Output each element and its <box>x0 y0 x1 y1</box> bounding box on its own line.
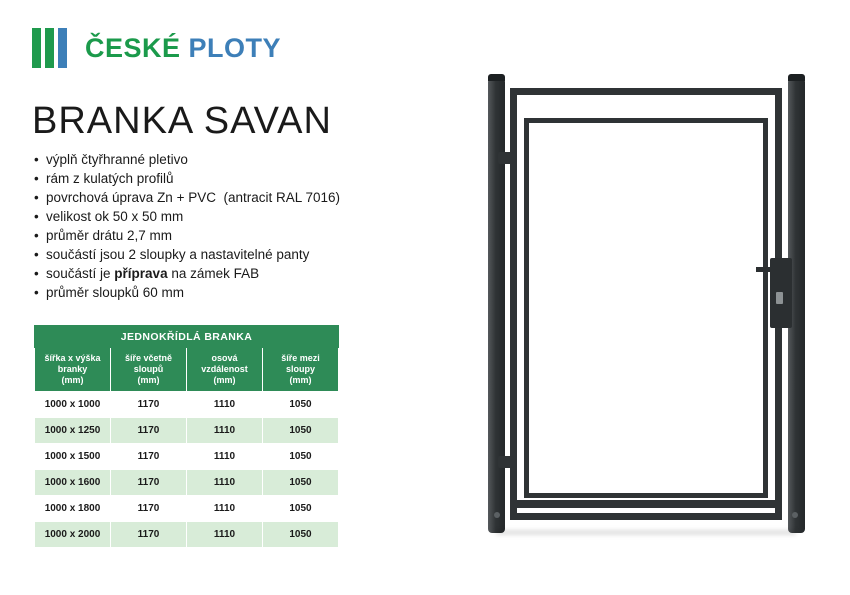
cell-axis: 1110 <box>187 418 263 444</box>
cell-size: 1000 x 1000 <box>35 392 111 418</box>
logo-word-ploty: PLOTY <box>188 32 282 63</box>
header-line: (mm) <box>137 375 160 385</box>
header-line: sloupy <box>285 364 315 374</box>
gate-bolt-right <box>792 512 798 518</box>
cell-with-posts: 1170 <box>111 496 187 522</box>
fab-prefix: součástí je <box>46 266 115 281</box>
table-row <box>35 496 339 522</box>
cell-size: 1000 x 1800 <box>35 496 111 522</box>
header-line: branky <box>57 364 88 374</box>
header-line: šířka x výška <box>44 353 101 363</box>
table-row <box>35 522 339 548</box>
cell-axis: 1110 <box>187 444 263 470</box>
list-item: • průměr sloupků 60 mm <box>32 283 452 302</box>
list-item: • povrchová úprava Zn + PVC (antracit RAL 7016) <box>32 188 452 207</box>
cell-between: 1050 <box>263 418 339 444</box>
dimensions-table-wrap <box>34 325 339 548</box>
list-item: • součástí jsou 2 sloupky a nastavitelné panty <box>32 245 452 264</box>
dimensions-table <box>34 325 339 548</box>
gate-hinge-top <box>498 152 514 164</box>
list-item-fab <box>32 264 452 283</box>
header-line: (mm) <box>61 375 84 385</box>
fab-suffix: na zámek FAB <box>167 266 260 281</box>
header-line: osová <box>211 353 238 363</box>
cell-size: 1000 x 2000 <box>35 522 111 548</box>
gate-frame-inner <box>524 118 768 498</box>
fab-bold: příprava <box>114 266 168 281</box>
gate-bottom-rail <box>517 500 775 508</box>
table-header-between-posts <box>263 348 339 392</box>
cell-size: 1000 x 1500 <box>35 444 111 470</box>
cell-with-posts: 1170 <box>111 392 187 418</box>
gate-lock-keyhole <box>776 292 783 304</box>
cell-with-posts: 1170 <box>111 444 187 470</box>
cell-axis: 1110 <box>187 392 263 418</box>
cell-with-posts: 1170 <box>111 522 187 548</box>
table-row <box>35 444 339 470</box>
cell-between: 1050 <box>263 522 339 548</box>
header-line: sloupů <box>133 364 164 374</box>
table-header-width-with-posts <box>111 348 187 392</box>
gate-post-right-cap <box>788 74 805 81</box>
cell-with-posts: 1170 <box>111 470 187 496</box>
list-item: • velikost ok 50 x 50 mm <box>32 207 452 226</box>
table-title: JEDNOKŘÍDLÁ BRANKA <box>35 326 339 348</box>
product-image <box>470 60 820 540</box>
page-title: BRANKA SAVAN <box>32 100 332 142</box>
cell-between: 1050 <box>263 444 339 470</box>
list-item: • výplň čtyřhranné pletivo <box>32 150 452 169</box>
cell-between: 1050 <box>263 470 339 496</box>
list-item: • rám z kulatých profilů <box>32 169 452 188</box>
header-line: vzdálenost <box>201 364 248 374</box>
cell-axis: 1110 <box>187 496 263 522</box>
cell-axis: 1110 <box>187 522 263 548</box>
gate-post-left-cap <box>488 74 505 81</box>
gate-bolt-left <box>494 512 500 518</box>
table-header-axis-distance <box>187 348 263 392</box>
header-line: (mm) <box>289 375 312 385</box>
header-line: (mm) <box>213 375 236 385</box>
brand-logo <box>32 28 281 68</box>
gate-hinge-bottom <box>498 456 514 468</box>
logo-text <box>85 33 281 64</box>
header-line: šíře mezi <box>281 353 320 363</box>
table-row <box>35 470 339 496</box>
cell-size: 1000 x 1600 <box>35 470 111 496</box>
table-row <box>35 418 339 444</box>
gate-shadow <box>496 530 796 535</box>
logo-bars-icon <box>32 28 71 68</box>
cell-between: 1050 <box>263 496 339 522</box>
cell-axis: 1110 <box>187 470 263 496</box>
cell-with-posts: 1170 <box>111 418 187 444</box>
logo-word-ceske: ČESKÉ <box>85 32 181 63</box>
table-header-width-height <box>35 348 111 392</box>
cell-size: 1000 x 1250 <box>35 418 111 444</box>
cell-between: 1050 <box>263 392 339 418</box>
list-item: • průměr drátu 2,7 mm <box>32 226 452 245</box>
feature-list <box>32 150 452 302</box>
header-line: šíře včetně <box>124 353 173 363</box>
table-row <box>35 392 339 418</box>
